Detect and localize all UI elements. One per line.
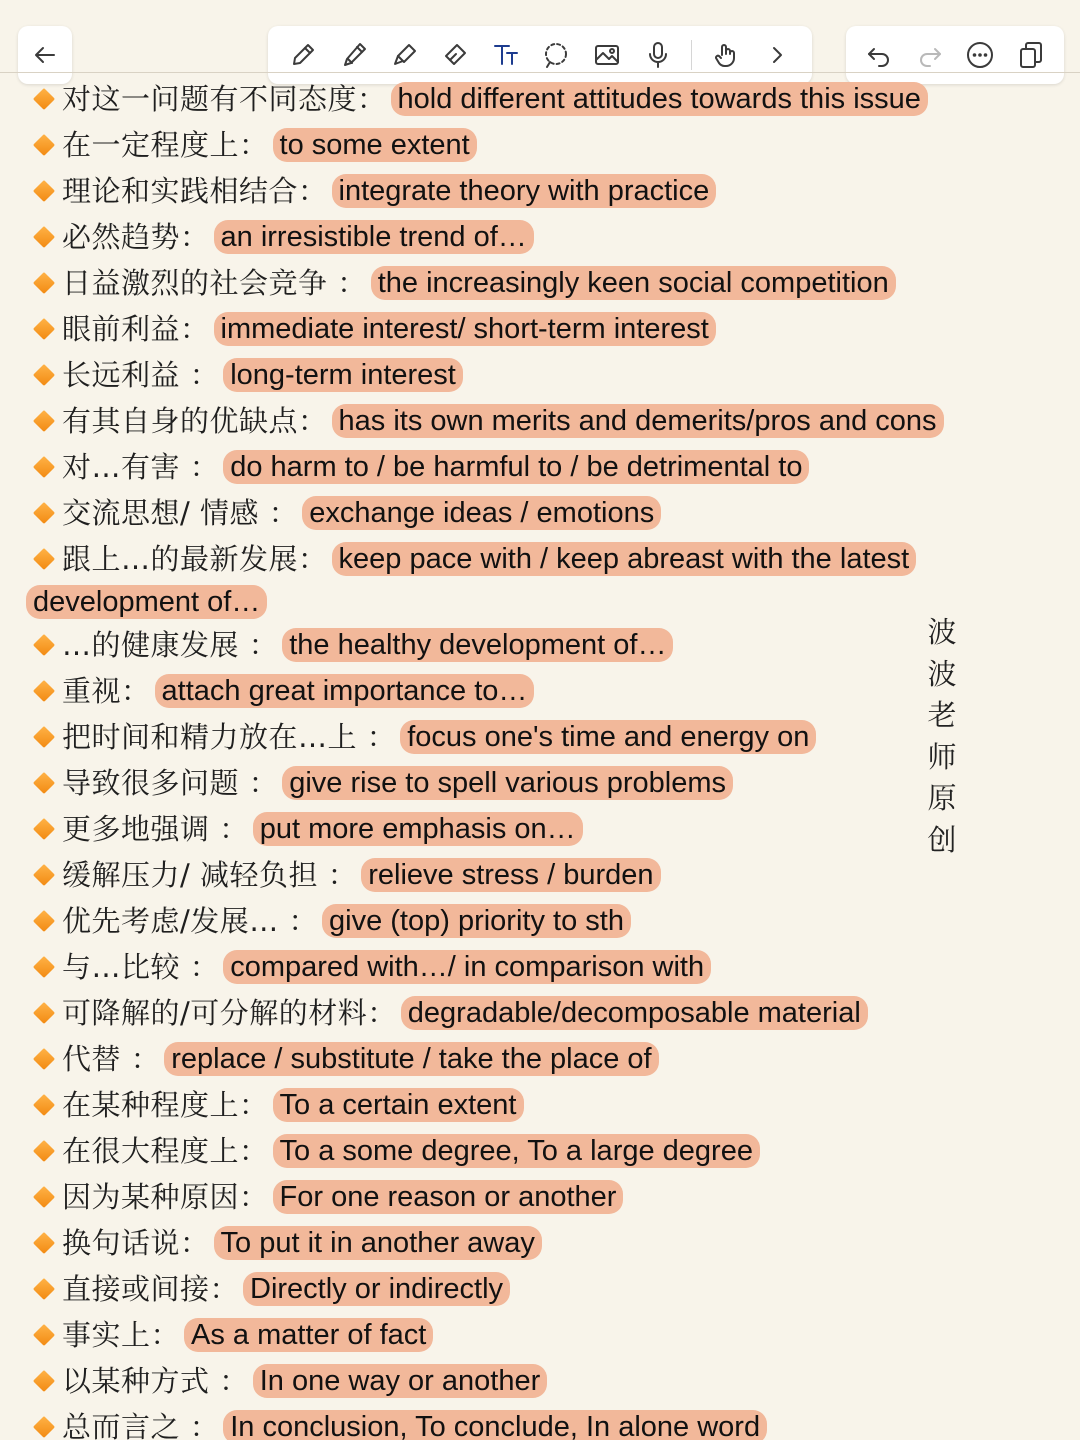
note-line — [26, 944, 1046, 990]
diamond-bullet-icon — [33, 1324, 55, 1346]
english-phrase-highlight: do harm to / be harmful to / be detrimental to — [223, 450, 809, 484]
note-line — [26, 1036, 1046, 1082]
diamond-bullet-icon — [33, 180, 55, 202]
english-phrase-highlight: has its own merits and demerits/pros and cons — [332, 404, 944, 438]
chinese-phrase: 长远利益 ： — [62, 358, 220, 392]
english-phrase-highlight: put more emphasis on… — [253, 812, 583, 846]
diamond-bullet-icon — [33, 1232, 55, 1254]
note-line — [26, 352, 1046, 398]
note-line — [26, 398, 1046, 444]
english-phrase-highlight: In conclusion, To conclude, In alone word — [223, 1410, 767, 1440]
note-line — [26, 76, 1046, 122]
signature-char: 波 — [927, 615, 957, 649]
note-line — [26, 714, 1046, 760]
diamond-bullet-icon — [33, 364, 55, 386]
chinese-phrase: 把时间和精力放在…上 ： — [62, 720, 397, 754]
highlighter-icon[interactable] — [388, 38, 422, 72]
chinese-phrase: 交流思想/ 情感 ： — [62, 496, 299, 530]
diamond-bullet-icon — [33, 456, 55, 478]
english-phrase-highlight: exchange ideas / emotions — [302, 496, 661, 530]
diamond-bullet-icon — [33, 548, 55, 570]
note-line — [26, 1128, 1046, 1174]
chinese-phrase: 优先考虑/发展… ： — [62, 904, 318, 938]
pencil-icon[interactable] — [337, 38, 371, 72]
diamond-bullet-icon — [33, 956, 55, 978]
chevron-right-icon[interactable] — [760, 38, 794, 72]
english-phrase-highlight: compared with…/ in comparison with — [223, 950, 711, 984]
note-line — [26, 1082, 1046, 1128]
note-line — [26, 214, 1046, 260]
english-phrase-highlight: to some extent — [273, 128, 477, 162]
signature-char: 创 — [927, 822, 957, 857]
diamond-bullet-icon — [33, 1094, 55, 1116]
diamond-bullet-icon — [33, 88, 55, 110]
diamond-bullet-icon — [33, 634, 55, 656]
english-phrase-highlight: focus one's time and energy on — [400, 720, 816, 754]
chinese-phrase: 换句话说： — [62, 1226, 210, 1260]
diamond-bullet-icon — [33, 818, 55, 840]
arrow-left-icon — [28, 38, 62, 72]
chinese-phrase: 可降解的/可分解的材料： — [62, 996, 397, 1030]
chinese-phrase: 更多地强调 ： — [62, 812, 249, 846]
note-line — [26, 1358, 1046, 1404]
chinese-phrase: 在一定程度上： — [62, 128, 269, 162]
diamond-bullet-icon — [33, 1048, 55, 1070]
notes-list — [26, 76, 1046, 1440]
note-line — [26, 122, 1046, 168]
chinese-phrase: 事实上： — [62, 1318, 181, 1352]
chinese-phrase: 有其自身的优缺点： — [62, 404, 328, 438]
chinese-phrase: 以某种方式 ： — [62, 1364, 249, 1398]
note-line — [26, 582, 1046, 622]
english-phrase-highlight: give rise to spell various problems — [282, 766, 733, 800]
pages-icon[interactable] — [1014, 38, 1048, 72]
page-top-rule — [0, 72, 1080, 73]
undo-icon[interactable] — [862, 38, 896, 72]
note-line — [26, 1312, 1046, 1358]
note-line — [26, 306, 1046, 352]
chinese-phrase: 因为某种原因： — [62, 1180, 269, 1214]
signature-char: 老 — [927, 698, 957, 732]
chinese-phrase: 必然趋势： — [62, 220, 210, 254]
chinese-phrase: 跟上…的最新发展： — [62, 542, 328, 576]
note-line — [26, 990, 1046, 1036]
toolbar-divider — [691, 40, 692, 70]
english-phrase-highlight: For one reason or another — [273, 1180, 624, 1214]
chinese-phrase: 眼前利益： — [62, 312, 210, 346]
diamond-bullet-icon — [33, 1278, 55, 1300]
diamond-bullet-icon — [33, 1370, 55, 1392]
chinese-phrase: 直接或间接： — [62, 1272, 240, 1306]
pen-icon[interactable] — [286, 38, 320, 72]
english-phrase-highlight: Directly or indirectly — [243, 1272, 510, 1306]
touch-icon[interactable] — [709, 38, 743, 72]
diamond-bullet-icon — [33, 772, 55, 794]
chinese-phrase: 对这一问题有不同态度： — [62, 82, 387, 116]
english-phrase-highlight: long-term interest — [223, 358, 463, 392]
diamond-bullet-icon — [33, 1002, 55, 1024]
chinese-phrase: 缓解压力/ 减轻负担 ： — [62, 858, 358, 892]
eraser-icon[interactable] — [438, 38, 472, 72]
chinese-phrase: 对…有害 ： — [62, 450, 220, 484]
note-line — [26, 898, 1046, 944]
english-phrase-highlight: relieve stress / burden — [361, 858, 660, 892]
english-phrase-highlight: In one way or another — [253, 1364, 548, 1398]
note-line — [26, 444, 1046, 490]
chinese-phrase: 总而言之 ： — [62, 1410, 220, 1440]
diamond-bullet-icon — [33, 318, 55, 340]
note-line — [26, 536, 1046, 582]
english-phrase-highlight: immediate interest/ short-term interest — [214, 312, 716, 346]
english-phrase-highlight: To put it in another away — [214, 1226, 542, 1260]
chinese-phrase: 代替 ： — [62, 1042, 161, 1076]
note-line — [26, 168, 1046, 214]
image-icon[interactable] — [590, 38, 624, 72]
redo-icon[interactable] — [913, 38, 947, 72]
signature-char: 波 — [927, 656, 957, 691]
chinese-phrase: 在很大程度上： — [62, 1134, 269, 1168]
english-phrase-highlight: attach great importance to… — [155, 674, 535, 708]
microphone-icon[interactable] — [641, 38, 675, 72]
signature-char: 原 — [927, 781, 957, 815]
english-phrase-highlight: the increasingly keen social competition — [371, 266, 896, 300]
chinese-phrase: 导致很多问题 ： — [62, 766, 279, 800]
chinese-phrase: 日益激烈的社会竞争 ： — [62, 266, 367, 300]
english-phrase-highlight: the healthy development of… — [282, 628, 673, 662]
more-icon[interactable] — [963, 38, 997, 72]
note-line — [26, 1220, 1046, 1266]
diamond-bullet-icon — [33, 680, 55, 702]
chinese-phrase: 理论和实践相结合： — [62, 174, 328, 208]
note-line — [26, 490, 1046, 536]
english-phrase-highlight: As a matter of fact — [184, 1318, 433, 1352]
english-phrase-highlight: development of… — [26, 585, 267, 619]
note-line — [26, 1174, 1046, 1220]
note-line — [26, 760, 1046, 806]
diamond-bullet-icon — [33, 134, 55, 156]
diamond-bullet-icon — [33, 726, 55, 748]
note-line — [26, 852, 1046, 898]
note-line — [26, 668, 1046, 714]
diamond-bullet-icon — [33, 910, 55, 932]
english-phrase-highlight: degradable/decomposable material — [401, 996, 868, 1030]
author-signature — [922, 612, 962, 861]
lasso-icon[interactable] — [539, 38, 573, 72]
chinese-phrase: 与…比较 ： — [62, 950, 220, 984]
diamond-bullet-icon — [33, 410, 55, 432]
english-phrase-highlight: integrate theory with practice — [332, 174, 717, 208]
note-line — [26, 806, 1046, 852]
english-phrase-highlight: keep pace with / keep abreast with the latest — [332, 542, 917, 576]
note-line — [26, 1404, 1046, 1440]
diamond-bullet-icon — [33, 1416, 55, 1438]
text-tool-icon[interactable] — [489, 38, 523, 72]
diamond-bullet-icon — [33, 1186, 55, 1208]
diamond-bullet-icon — [33, 502, 55, 524]
english-phrase-highlight: an irresistible trend of… — [214, 220, 534, 254]
diamond-bullet-icon — [33, 226, 55, 248]
diamond-bullet-icon — [33, 272, 55, 294]
english-phrase-highlight: To a some degree, To a large degree — [273, 1134, 760, 1168]
chinese-phrase: …的健康发展 ： — [62, 628, 279, 662]
note-line — [26, 622, 1046, 668]
english-phrase-highlight: replace / substitute / take the place of — [164, 1042, 658, 1076]
diamond-bullet-icon — [33, 1140, 55, 1162]
signature-char: 师 — [927, 739, 957, 774]
chinese-phrase: 重视： — [62, 674, 151, 708]
english-phrase-highlight: give (top) priority to sth — [322, 904, 631, 938]
diamond-bullet-icon — [33, 864, 55, 886]
note-line — [26, 260, 1046, 306]
english-phrase-highlight: To a certain extent — [273, 1088, 524, 1122]
english-phrase-highlight: hold different attitudes towards this issue — [391, 82, 928, 116]
chinese-phrase: 在某种程度上： — [62, 1088, 269, 1122]
note-line — [26, 1266, 1046, 1312]
